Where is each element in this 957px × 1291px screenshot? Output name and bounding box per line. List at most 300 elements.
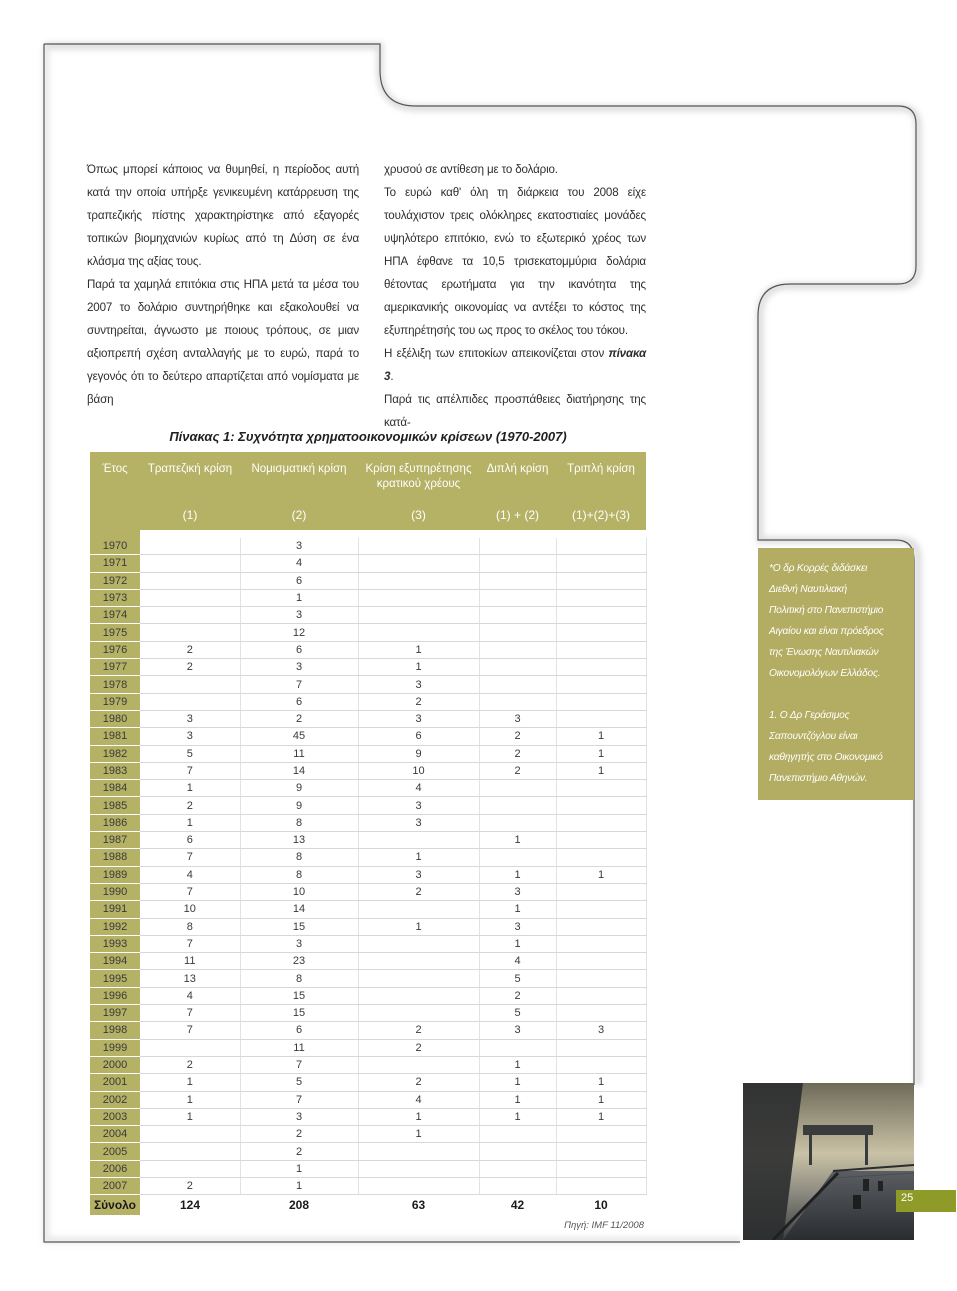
year-cell: 1974 — [90, 607, 140, 624]
subheader: (1) + (2) — [479, 508, 556, 530]
page-number: 25 — [901, 1192, 914, 1204]
value-cell — [556, 710, 646, 727]
year-cell: 1994 — [90, 953, 140, 970]
year-cell: 2001 — [90, 1074, 140, 1091]
value-cell — [556, 1039, 646, 1056]
paragraph: Παρά τις απέλπιδες προσπάθειες διατήρησης της κατά- — [384, 393, 646, 429]
value-cell — [556, 693, 646, 710]
value-cell: 1 — [358, 1126, 479, 1143]
value-cell: 3 — [240, 659, 358, 676]
table-row — [90, 555, 646, 572]
value-cell: 2 — [358, 1039, 479, 1056]
value-cell — [479, 538, 556, 555]
value-cell: 6 — [240, 1022, 358, 1039]
value-cell: 3 — [240, 1108, 358, 1125]
crisis-frequency-table — [90, 452, 647, 1215]
table-row — [90, 641, 646, 658]
year-cell: 1970 — [90, 538, 140, 555]
value-cell: 1 — [479, 832, 556, 849]
value-cell: 8 — [240, 866, 358, 883]
value-cell — [556, 987, 646, 1004]
value-cell: 5 — [479, 1005, 556, 1022]
header-twin-crisis: Διπλή κρίση — [479, 452, 556, 508]
value-cell — [140, 1160, 240, 1177]
value-cell: 3 — [358, 676, 479, 693]
value-cell: 2 — [479, 728, 556, 745]
ship-deck-photo — [743, 1083, 914, 1240]
table-row — [90, 607, 646, 624]
value-cell: 6 — [240, 693, 358, 710]
value-cell: 2 — [240, 1126, 358, 1143]
value-cell: 9 — [240, 780, 358, 797]
value-cell — [358, 538, 479, 555]
value-cell — [479, 607, 556, 624]
year-cell: 1986 — [90, 814, 140, 831]
year-cell: 2007 — [90, 1177, 140, 1194]
note-line: καθηγητής στο Οικονομικό — [769, 752, 883, 763]
value-cell: 6 — [358, 728, 479, 745]
value-cell — [556, 901, 646, 918]
value-cell: 12 — [240, 624, 358, 641]
value-cell: 1 — [140, 1091, 240, 1108]
total-value: 63 — [358, 1195, 479, 1216]
value-cell: 23 — [240, 953, 358, 970]
value-cell — [358, 953, 479, 970]
value-cell — [140, 589, 240, 606]
value-cell: 5 — [240, 1074, 358, 1091]
year-cell: 2002 — [90, 1091, 140, 1108]
table-row — [90, 1091, 646, 1108]
value-cell: 2 — [358, 883, 479, 900]
value-cell — [479, 849, 556, 866]
header-debt-crisis: Κρίση εξυπηρέτησης κρατικού χρέους — [358, 452, 479, 508]
value-cell: 2 — [140, 797, 240, 814]
table-row — [90, 589, 646, 606]
value-cell: 3 — [240, 935, 358, 952]
value-cell — [479, 814, 556, 831]
value-cell: 3 — [240, 607, 358, 624]
year-cell: 1976 — [90, 641, 140, 658]
table-row — [90, 953, 646, 970]
value-cell: 5 — [479, 970, 556, 987]
year-cell: 1983 — [90, 762, 140, 779]
note-line: της Ένωσης Ναυτιλιακών — [769, 647, 879, 658]
value-cell — [358, 901, 479, 918]
year-cell: 1992 — [90, 918, 140, 935]
value-cell: 1 — [479, 935, 556, 952]
value-cell — [358, 572, 479, 589]
value-cell — [556, 1056, 646, 1073]
value-cell: 3 — [358, 710, 479, 727]
value-cell: 1 — [358, 641, 479, 658]
note-line: Πανεπιστήμιο Αθηνών. — [769, 773, 868, 784]
value-cell: 2 — [140, 659, 240, 676]
table-row — [90, 538, 646, 555]
value-cell: 1 — [556, 866, 646, 883]
value-cell — [479, 1143, 556, 1160]
value-cell: 1 — [479, 1091, 556, 1108]
value-cell — [479, 589, 556, 606]
ref-prefix: Η εξέλιξη των επιτοκίων απεικονίζεται στον — [384, 347, 609, 360]
table-row — [90, 1126, 646, 1143]
total-value: 208 — [240, 1195, 358, 1216]
value-cell — [556, 814, 646, 831]
table-row — [90, 832, 646, 849]
value-cell: 7 — [240, 1056, 358, 1073]
value-cell — [556, 641, 646, 658]
note-line: 1. Ο Δρ Γεράσιμος — [769, 710, 850, 721]
subheader — [90, 508, 140, 530]
value-cell: 1 — [240, 589, 358, 606]
table-row — [90, 572, 646, 589]
value-cell: 2 — [358, 1074, 479, 1091]
year-cell: 1978 — [90, 676, 140, 693]
value-cell — [556, 780, 646, 797]
table-row — [90, 676, 646, 693]
table-body — [90, 530, 646, 1195]
value-cell: 8 — [240, 814, 358, 831]
table-row — [90, 1177, 646, 1194]
value-cell: 1 — [140, 1108, 240, 1125]
value-cell: 7 — [140, 1005, 240, 1022]
value-cell: 45 — [240, 728, 358, 745]
value-cell — [140, 555, 240, 572]
header-currency-crisis: Νομισματική κρίση — [240, 452, 358, 508]
value-cell: 3 — [479, 918, 556, 935]
value-cell — [358, 832, 479, 849]
value-cell — [556, 849, 646, 866]
subheader: (3) — [358, 508, 479, 530]
value-cell: 1 — [358, 659, 479, 676]
value-cell — [556, 1160, 646, 1177]
table-row — [90, 1160, 646, 1177]
value-cell: 8 — [240, 970, 358, 987]
value-cell — [140, 1039, 240, 1056]
article-column-left — [87, 158, 359, 411]
value-cell: 15 — [240, 1005, 358, 1022]
value-cell: 9 — [358, 745, 479, 762]
year-cell: 1984 — [90, 780, 140, 797]
year-cell: 1996 — [90, 987, 140, 1004]
year-cell: 1989 — [90, 866, 140, 883]
value-cell — [479, 1177, 556, 1194]
value-cell — [556, 797, 646, 814]
value-cell — [140, 1143, 240, 1160]
value-cell — [556, 1143, 646, 1160]
value-cell — [479, 1126, 556, 1143]
value-cell: 1 — [358, 849, 479, 866]
year-cell: 1995 — [90, 970, 140, 987]
value-cell: 2 — [140, 641, 240, 658]
value-cell: 11 — [240, 1039, 358, 1056]
total-value: 124 — [140, 1195, 240, 1216]
value-cell — [556, 1126, 646, 1143]
value-cell — [358, 970, 479, 987]
value-cell: 7 — [140, 1022, 240, 1039]
value-cell — [556, 883, 646, 900]
table-row — [90, 728, 646, 745]
table-row — [90, 780, 646, 797]
note-line: Πολιτική στο Πανεπιστήμιο — [769, 605, 884, 616]
year-cell: 1991 — [90, 901, 140, 918]
table-row — [90, 1074, 646, 1091]
value-cell — [556, 953, 646, 970]
value-cell — [479, 555, 556, 572]
value-cell: 14 — [240, 762, 358, 779]
year-cell: 1997 — [90, 1005, 140, 1022]
table-source: Πηγή: IMF 11/2008 — [564, 1220, 644, 1231]
total-label: Σύνολο — [90, 1195, 140, 1216]
value-cell: 7 — [140, 762, 240, 779]
table-row — [90, 883, 646, 900]
paragraph: χρυσού σε αντίθεση με το δολάριο. — [384, 163, 558, 176]
value-cell: 7 — [140, 849, 240, 866]
year-cell: 1972 — [90, 572, 140, 589]
table-title: Πίνακας 1: Συχνότητα χρηματοοικονομικών κρίσεων (1970-2007) — [169, 429, 567, 444]
year-cell: 1980 — [90, 710, 140, 727]
value-cell: 1 — [479, 901, 556, 918]
author-notes-box — [758, 548, 914, 800]
note-line: Διεθνή Ναυτιλιακή — [769, 584, 847, 595]
table-reference-link: πίνακα 3 — [384, 347, 646, 383]
value-cell: 11 — [240, 745, 358, 762]
value-cell: 1 — [358, 1108, 479, 1125]
value-cell — [140, 676, 240, 693]
table-row — [90, 797, 646, 814]
value-cell — [358, 935, 479, 952]
year-cell: 2003 — [90, 1108, 140, 1125]
value-cell — [556, 572, 646, 589]
table-row — [90, 1039, 646, 1056]
table-row — [90, 987, 646, 1004]
value-cell — [556, 832, 646, 849]
value-cell: 3 — [240, 538, 358, 555]
value-cell: 2 — [140, 1177, 240, 1194]
value-cell: 4 — [358, 780, 479, 797]
year-cell: 1971 — [90, 555, 140, 572]
value-cell: 6 — [240, 572, 358, 589]
table-row — [90, 762, 646, 779]
year-cell: 1979 — [90, 693, 140, 710]
value-cell — [140, 607, 240, 624]
value-cell: 3 — [479, 710, 556, 727]
value-cell — [556, 555, 646, 572]
value-cell: 2 — [240, 710, 358, 727]
value-cell: 1 — [556, 1091, 646, 1108]
year-cell: 1981 — [90, 728, 140, 745]
note-line: Οικονομολόγων Ελλάδος. — [769, 668, 881, 679]
table-row — [90, 1143, 646, 1160]
value-cell: 3 — [358, 866, 479, 883]
value-cell: 13 — [240, 832, 358, 849]
value-cell: 1 — [556, 728, 646, 745]
paragraph: Το ευρώ καθ' όλη τη διάρκεια του 2008 είχε τουλάχιστον τρεις ολόκληρες εκατοστιαίες μονάδες υψηλότερο επιτόκιο, ενώ το εξωτερικό χρέος των ΗΠΑ έφθανε τα 10,5 τρισεκατομμύρια δολάρια θέτοντας ερωτήματα για την ικανότητα της αμερικανικής οικονομίας να αντέξει το κόστος της εξυπηρέτησής του ως προς το σκέλος του τόκου. — [384, 186, 646, 337]
value-cell — [140, 624, 240, 641]
value-cell: 3 — [479, 1022, 556, 1039]
value-cell: 3 — [140, 710, 240, 727]
year-cell: 1973 — [90, 589, 140, 606]
value-cell: 7 — [240, 1091, 358, 1108]
table-row — [90, 659, 646, 676]
header-triple-crisis: Τριπλή κρίση — [556, 452, 646, 508]
value-cell — [556, 659, 646, 676]
value-cell: 1 — [240, 1177, 358, 1194]
table-row — [90, 814, 646, 831]
value-cell: 1 — [240, 1160, 358, 1177]
value-cell: 14 — [240, 901, 358, 918]
value-cell: 6 — [140, 832, 240, 849]
value-cell — [479, 641, 556, 658]
value-cell: 1 — [556, 762, 646, 779]
table-row — [90, 1022, 646, 1039]
value-cell — [556, 918, 646, 935]
value-cell — [358, 1005, 479, 1022]
year-cell: 1982 — [90, 745, 140, 762]
year-cell: 1999 — [90, 1039, 140, 1056]
value-cell: 3 — [358, 797, 479, 814]
value-cell: 4 — [479, 953, 556, 970]
value-cell — [140, 1126, 240, 1143]
value-cell: 2 — [240, 1143, 358, 1160]
value-cell: 7 — [240, 676, 358, 693]
table-row — [90, 624, 646, 641]
value-cell — [358, 1160, 479, 1177]
table-row — [90, 1108, 646, 1125]
year-cell: 1977 — [90, 659, 140, 676]
value-cell: 15 — [240, 918, 358, 935]
table-row — [90, 866, 646, 883]
value-cell: 7 — [140, 883, 240, 900]
value-cell — [358, 1177, 479, 1194]
value-cell — [479, 693, 556, 710]
value-cell: 11 — [140, 953, 240, 970]
value-cell: 1 — [140, 780, 240, 797]
value-cell — [358, 1056, 479, 1073]
value-cell: 3 — [479, 883, 556, 900]
value-cell — [358, 987, 479, 1004]
value-cell: 2 — [140, 1056, 240, 1073]
table-row — [90, 693, 646, 710]
year-cell: 1998 — [90, 1022, 140, 1039]
value-cell: 2 — [479, 762, 556, 779]
value-cell: 8 — [240, 849, 358, 866]
header-banking-crisis: Τραπεζική κρίση — [140, 452, 240, 508]
value-cell: 1 — [479, 866, 556, 883]
value-cell: 15 — [240, 987, 358, 1004]
value-cell — [479, 572, 556, 589]
value-cell — [556, 607, 646, 624]
ship-deck-illustration — [743, 1083, 914, 1240]
subheader: (1) — [140, 508, 240, 530]
paragraph: Όπως μπορεί κάποιος να θυμηθεί, η περίοδος αυτή κατά την οποία υπήρξε γενικευμένη κατάρρευση της τραπεζικής πίστης χαρακτηρίστηκε από εξαγορές τοπικών βιομηχανιών κυρίως από τη Δύση σε ένα κλάσμα της αξίας τους. — [87, 163, 359, 268]
ref-suffix: . — [390, 370, 394, 383]
value-cell — [556, 624, 646, 641]
table-row — [90, 1005, 646, 1022]
value-cell: 1 — [140, 1074, 240, 1091]
value-cell: 4 — [358, 1091, 479, 1108]
year-cell: 1985 — [90, 797, 140, 814]
value-cell — [556, 589, 646, 606]
value-cell: 2 — [479, 745, 556, 762]
value-cell: 10 — [358, 762, 479, 779]
year-cell: 1975 — [90, 624, 140, 641]
table-reference-sentence — [384, 342, 646, 388]
total-value: 42 — [479, 1195, 556, 1216]
value-cell: 4 — [240, 555, 358, 572]
note-line: Σαπουντζόγλου είναι — [769, 731, 858, 742]
value-cell: 2 — [479, 987, 556, 1004]
value-cell: 13 — [140, 970, 240, 987]
table-row — [90, 710, 646, 727]
value-cell — [556, 935, 646, 952]
table-row — [90, 849, 646, 866]
value-cell — [358, 624, 479, 641]
value-cell — [556, 1177, 646, 1194]
value-cell: 10 — [140, 901, 240, 918]
value-cell: 1 — [556, 1074, 646, 1091]
article-column-right — [384, 158, 646, 434]
header-year: Έτος — [90, 452, 140, 508]
value-cell: 3 — [556, 1022, 646, 1039]
value-cell: 1 — [140, 814, 240, 831]
table-row — [90, 970, 646, 987]
value-cell: 7 — [140, 935, 240, 952]
note-line: Αιγαίου και είναι πρόεδρος — [769, 626, 884, 637]
value-cell — [556, 1005, 646, 1022]
value-cell — [479, 1160, 556, 1177]
value-cell — [358, 589, 479, 606]
value-cell: 1 — [479, 1108, 556, 1125]
value-cell: 1 — [479, 1056, 556, 1073]
value-cell — [479, 780, 556, 797]
value-cell — [140, 693, 240, 710]
value-cell — [358, 607, 479, 624]
value-cell: 4 — [140, 866, 240, 883]
table-row — [90, 745, 646, 762]
value-cell — [479, 797, 556, 814]
subheader: (1)+(2)+(3) — [556, 508, 646, 530]
value-cell — [479, 624, 556, 641]
year-cell: 2004 — [90, 1126, 140, 1143]
value-cell: 6 — [240, 641, 358, 658]
year-cell: 1993 — [90, 935, 140, 952]
year-cell: 2000 — [90, 1056, 140, 1073]
value-cell — [556, 970, 646, 987]
value-cell — [140, 538, 240, 555]
value-cell — [358, 1143, 479, 1160]
value-cell: 3 — [358, 814, 479, 831]
value-cell: 10 — [240, 883, 358, 900]
value-cell: 1 — [358, 918, 479, 935]
year-cell: 2005 — [90, 1143, 140, 1160]
table-row — [90, 918, 646, 935]
value-cell: 5 — [140, 745, 240, 762]
value-cell: 4 — [140, 987, 240, 1004]
value-cell — [479, 1039, 556, 1056]
note-line: *Ο δρ Κορρές διδάσκει — [769, 563, 868, 574]
total-value: 10 — [556, 1195, 646, 1216]
value-cell — [556, 676, 646, 693]
year-cell: 1990 — [90, 883, 140, 900]
value-cell: 1 — [479, 1074, 556, 1091]
table-row — [90, 1056, 646, 1073]
year-cell: 1988 — [90, 849, 140, 866]
value-cell — [140, 572, 240, 589]
value-cell: 8 — [140, 918, 240, 935]
value-cell — [479, 676, 556, 693]
value-cell — [479, 659, 556, 676]
value-cell: 1 — [556, 1108, 646, 1125]
